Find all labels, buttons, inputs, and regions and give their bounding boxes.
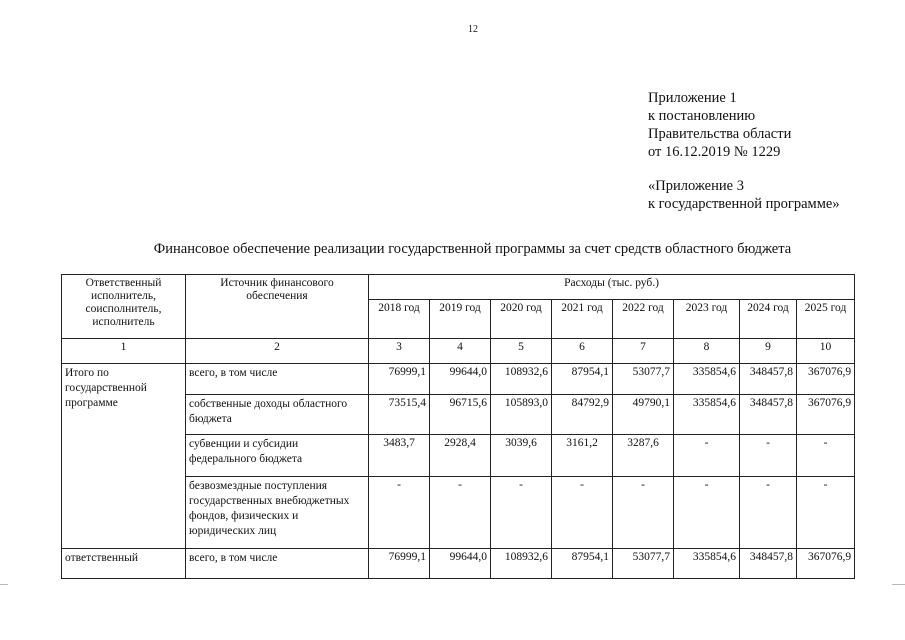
header-year: 2025 год (797, 300, 855, 339)
source-cell: всего, в том числе (186, 549, 369, 579)
header-year: 2020 год (491, 300, 552, 339)
value-cell: 76999,1 (369, 364, 430, 395)
value-cell: - (797, 477, 855, 549)
value-cell: 87954,1 (552, 364, 613, 395)
column-number: 2 (186, 339, 369, 364)
attachment-program-line-2: к государственной программе» (648, 196, 840, 212)
value-cell: 348457,8 (740, 395, 797, 435)
header-year: 2018 год (369, 300, 430, 339)
value-cell: 335854,6 (674, 364, 740, 395)
column-number: 6 (552, 339, 613, 364)
value-cell: 108932,6 (491, 364, 552, 395)
value-cell: 3161,2 (552, 435, 613, 477)
value-cell: - (674, 477, 740, 549)
column-number: 10 (797, 339, 855, 364)
scan-edge-mark-right (892, 584, 905, 585)
column-number-row (62, 339, 855, 364)
source-cell: субвенции и субсидии федерального бюджета (186, 435, 369, 477)
column-number: 5 (491, 339, 552, 364)
scan-edge-mark-left (0, 584, 8, 585)
value-cell: 76999,1 (369, 549, 430, 579)
header-year: 2023 год (674, 300, 740, 339)
header-source: Источник финансового обеспечения (186, 275, 369, 339)
value-cell: 84792,9 (552, 395, 613, 435)
value-cell: 53077,7 (613, 364, 674, 395)
attachment-line-2: к постановлению (648, 108, 756, 124)
value-cell: 367076,9 (797, 364, 855, 395)
value-cell: 335854,6 (674, 549, 740, 579)
value-cell: 3039,6 (491, 435, 552, 477)
header-expenses: Расходы (тыс. руб.) (369, 275, 855, 300)
attachment-line-4: от 16.12.2019 № 1229 (648, 144, 781, 160)
column-number: 8 (674, 339, 740, 364)
document-title: Финансовое обеспечение реализации государственной программы за счет средств областного бюджета (153, 241, 792, 257)
value-cell: - (613, 477, 674, 549)
financing-table (61, 274, 855, 579)
header-year: 2024 год (740, 300, 797, 339)
table-row (62, 549, 855, 579)
table-row (62, 364, 855, 395)
value-cell: - (740, 477, 797, 549)
header-year: 2021 год (552, 300, 613, 339)
value-cell: 108932,6 (491, 549, 552, 579)
attachment-line-1: Приложение 1 (648, 90, 737, 106)
page-number: 12 (468, 24, 478, 35)
value-cell: 53077,7 (613, 549, 674, 579)
value-cell: 73515,4 (369, 395, 430, 435)
column-number: 7 (613, 339, 674, 364)
value-cell: 105893,0 (491, 395, 552, 435)
value-cell: - (369, 477, 430, 549)
value-cell: - (491, 477, 552, 549)
value-cell: 99644,0 (430, 364, 491, 395)
value-cell: 2928,4 (430, 435, 491, 477)
column-number: 9 (740, 339, 797, 364)
value-cell: - (430, 477, 491, 549)
value-cell: 49790,1 (613, 395, 674, 435)
attachment-program-line-1: «Приложение 3 (648, 178, 744, 194)
value-cell: 348457,8 (740, 549, 797, 579)
source-cell: всего, в том числе (186, 364, 369, 395)
value-cell: 3483,7 (369, 435, 430, 477)
source-cell: собственные доходы областного бюджета (186, 395, 369, 435)
value-cell: - (740, 435, 797, 477)
value-cell: 99644,0 (430, 549, 491, 579)
value-cell: 348457,8 (740, 364, 797, 395)
value-cell: 367076,9 (797, 549, 855, 579)
value-cell: 3287,6 (613, 435, 674, 477)
attachment-program-block (648, 177, 840, 213)
source-cell: безвозмездные поступления государственных внебюджетных фондов, физических и юридических лиц (186, 477, 369, 549)
value-cell: - (674, 435, 740, 477)
value-cell: - (552, 477, 613, 549)
value-cell: 335854,6 (674, 395, 740, 435)
header-year: 2022 год (613, 300, 674, 339)
value-cell: - (797, 435, 855, 477)
column-number: 3 (369, 339, 430, 364)
value-cell: 96715,6 (430, 395, 491, 435)
attachment-block (648, 89, 791, 161)
responsible-cell: Итого по государственной программе (62, 364, 186, 549)
header-year: 2019 год (430, 300, 491, 339)
column-number: 1 (62, 339, 186, 364)
header-row-1 (62, 275, 855, 300)
attachment-line-3: Правительства области (648, 126, 792, 142)
header-responsible: Ответственный исполнитель, соисполнитель, исполнитель (62, 275, 186, 339)
value-cell: 87954,1 (552, 549, 613, 579)
column-number: 4 (430, 339, 491, 364)
responsible-cell: ответственный (62, 549, 186, 579)
value-cell: 367076,9 (797, 395, 855, 435)
